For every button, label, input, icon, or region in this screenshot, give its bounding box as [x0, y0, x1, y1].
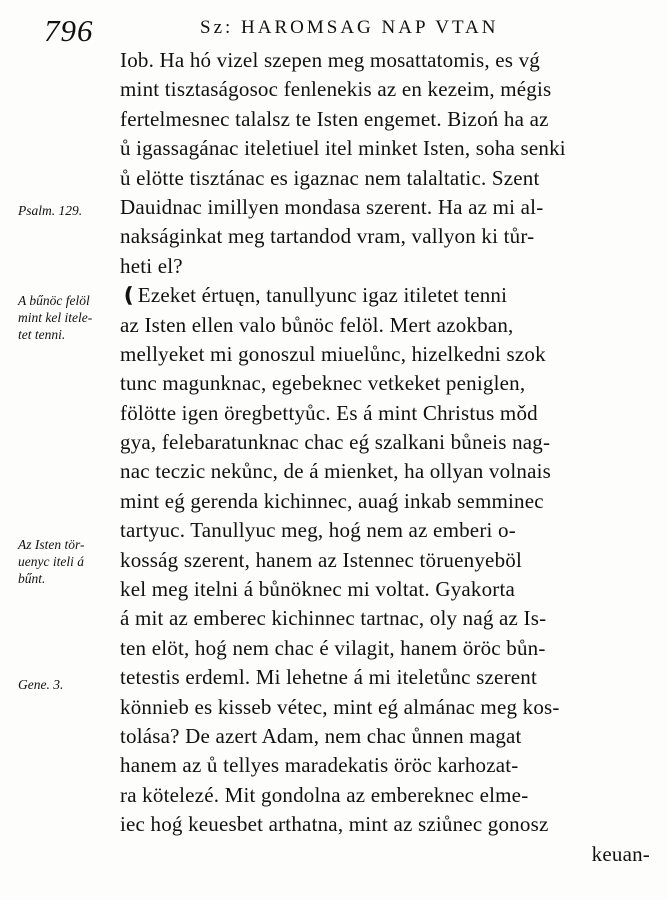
text-line: az Isten ellen valo bůnöc felöl. Mert azokban,: [120, 312, 514, 337]
marginal-note-line: A bűnöc felöl: [18, 293, 90, 308]
text-line: ů igassagánac iteletiuel itel minket Isten, soha senki: [120, 136, 566, 161]
text-line: heti el?: [120, 253, 183, 278]
text-line: ❪Ezeket értuęn, tanullyunc igaz itiletet tenni: [120, 283, 508, 308]
body-text: [120, 46, 650, 869]
text-line: tetestis erdeml. Mi lehetne á mi iteletůnc szerent: [120, 665, 538, 690]
text-line: Dauidnac imillyen mondasa szerent. Ha az mi al-: [120, 194, 544, 219]
text-line: fertelmesnec talalsz te Isten engemet. Bizoń ha az: [120, 106, 549, 131]
marginal-note-line: Psalm. 129.: [18, 203, 83, 218]
catchword: keuan-: [591, 841, 650, 866]
text-line: nakságinkat meg tartandod vram, vallyon ki tůr-: [120, 224, 535, 249]
marginal-note-psalm: [18, 202, 118, 219]
marginal-note-line: Az Isten tör-: [18, 537, 85, 552]
marginal-note-judgement-of-sins: [18, 292, 118, 343]
text-line: fölötte igen öregbettyůc. Es á mint Christus mǒd: [120, 400, 538, 425]
marginal-note-line: bűnt.: [18, 571, 46, 586]
text-line: gya, felebaratunknac chac eǵ szalkani bůneis nag-: [120, 430, 551, 455]
text-line: hanem az ů tellyes maradekatis öröc karhozat-: [120, 753, 519, 778]
text-line: Iob. Ha hó vizel szepen meg mosattatomis, es vǵ: [120, 48, 540, 72]
text-line: mint tisztaságosoc fenlenekis az en kezeim, mégis: [120, 77, 552, 102]
text-line: kosság szerent, hanem az Istennec töruenyeböl: [120, 547, 523, 572]
text-line: tunc magunknac, egebeknec vetkeket peniglen,: [120, 371, 526, 396]
running-head: Sz: HAROMSAG NAP VTAN: [200, 17, 499, 38]
marginal-note-law-of-god: [18, 536, 118, 587]
text-line: nac teczic nekůnc, de á mienket, ha ollyan volnais: [120, 459, 551, 484]
text-line: tartyuc. Tanullyuc meg, hoǵ nem az emberi o-: [120, 518, 516, 543]
text-line: tolása? De azert Adam, nem chac ůnnen magat: [120, 723, 522, 748]
text-line: iec hoǵ keuesbet arthatna, mint az sziůnec gonosz: [120, 812, 549, 837]
text-line: mint eǵ gerenda kichinnec, auaǵ inkab semminec: [120, 488, 544, 513]
text-line: ten elöt, hoǵ nem chac é vilagit, hanem öröc bůn-: [120, 635, 546, 660]
marginal-note-line: mint kel itele-: [18, 310, 93, 325]
page-number: 796: [44, 13, 94, 48]
text-line: ů elötte tisztánac es igaznac nem talaltatic. Szent: [120, 165, 540, 190]
text-line: könnieb es kisseb vétec, mint eǵ almánac meg kos-: [120, 694, 560, 719]
marginal-note-genesis: [18, 676, 118, 693]
text-line: mellyeket mi gonoszul miuelůnc, hizelkedni szok: [120, 341, 546, 366]
text-line: á mit az emberec kichinnec tartnac, oly naǵ az Is-: [120, 606, 547, 631]
text-line: kel meg itelni á bůnöknec mi voltat. Gyakorta: [120, 577, 516, 602]
marginal-note-line: uenyc iteli á: [18, 554, 84, 569]
marginal-note-line: tet tenni.: [18, 327, 66, 342]
marginal-note-line: Gene. 3.: [18, 677, 64, 692]
text-line: ra kötelezé. Mit gondolna az embereknec elme-: [120, 782, 529, 807]
